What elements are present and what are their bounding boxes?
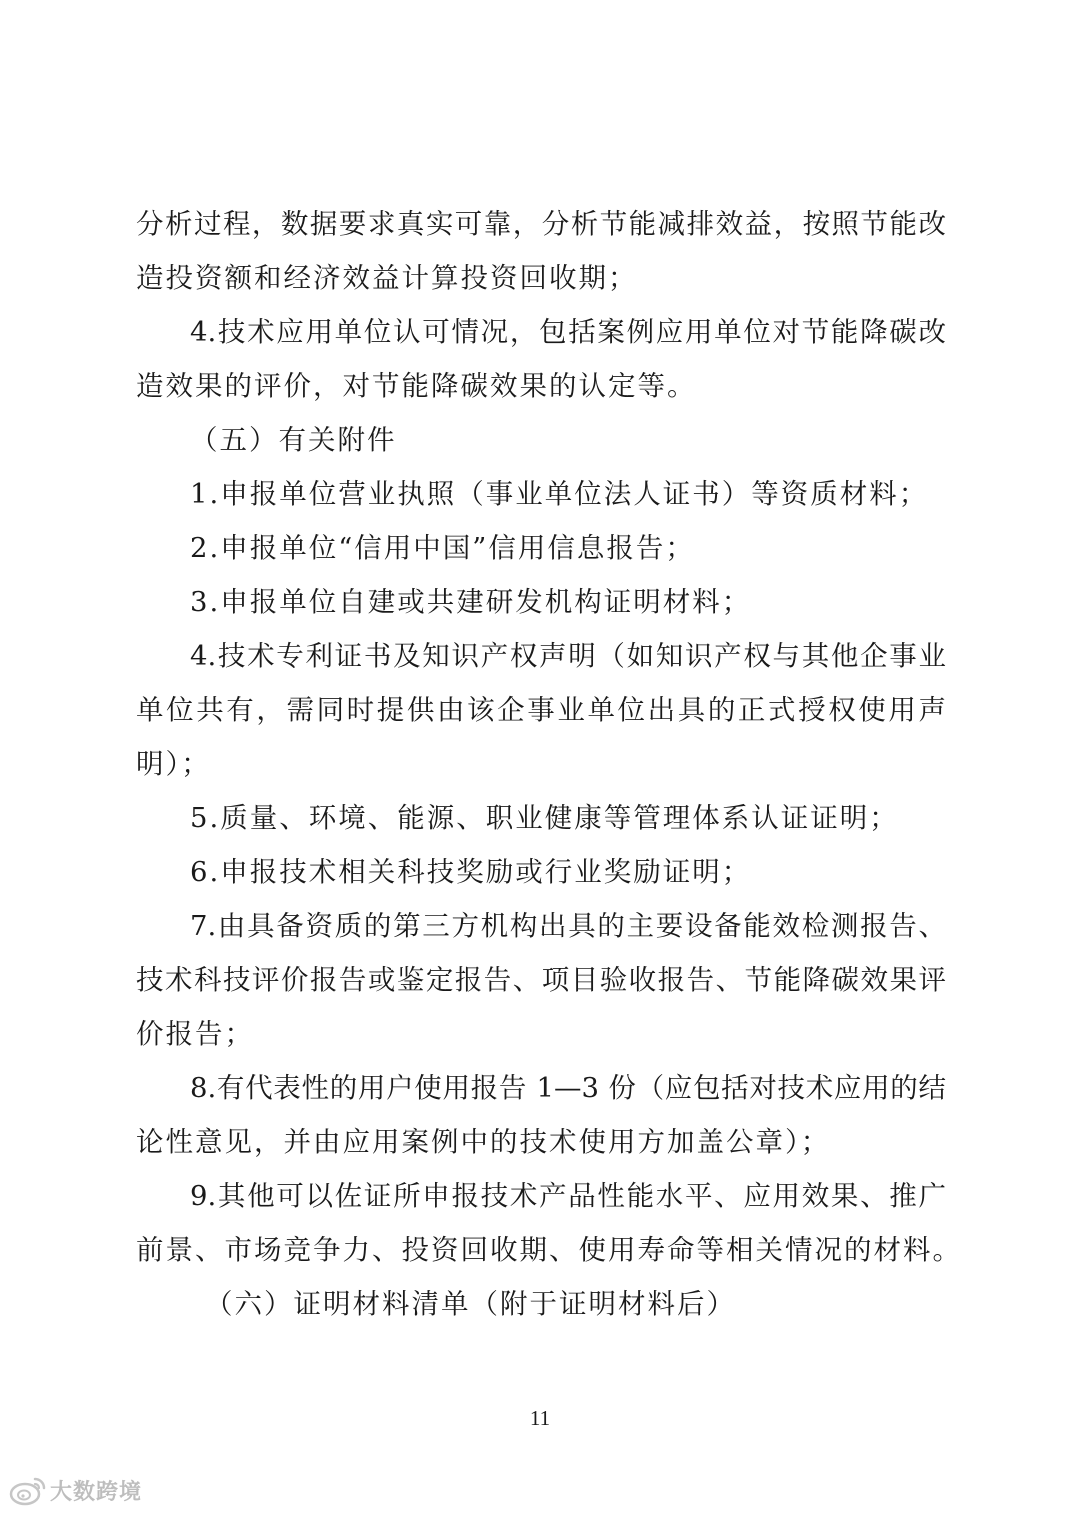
section-heading-6: （六）证明材料清单（附于证明材料后） xyxy=(205,1288,736,1320)
watermark-text: 大数跨境 xyxy=(50,1479,143,1505)
attachment-item-1: 1.申报单位营业执照（事业单位法人证书）等资质材料； xyxy=(190,478,929,510)
attachment-item-7-line-3: 价报告； xyxy=(136,1018,254,1050)
attachment-item-5: 5.质量、环境、能源、职业健康等管理体系认证证明； xyxy=(190,802,899,834)
page-number: 11 xyxy=(529,1406,551,1430)
attachment-item-7-line-1: 7.由具备资质的第三方机构出具的主要设备能效检测报告、 xyxy=(190,910,946,942)
section-heading-5: （五）有关附件 xyxy=(190,424,397,456)
attachment-item-7-line-2: 技术科技评价报告或鉴定报告、项目验收报告、节能降碳效果评 xyxy=(136,964,946,996)
attachment-item-9-line-1: 9.其他可以佐证所申报技术产品性能水平、应用效果、推广 xyxy=(190,1180,946,1212)
attachment-item-4-line-3: 明）； xyxy=(136,748,211,780)
attachment-item-6: 6.申报技术相关科技奖励或行业奖励证明； xyxy=(190,856,752,888)
body-line-3: 4.技术应用单位认可情况，包括案例应用单位对节能降碳改 xyxy=(190,316,946,348)
attachment-item-8-line-2: 论性意见，并由应用案例中的技术使用方加盖公章）； xyxy=(136,1126,831,1158)
attachment-item-2: 2.申报单位“信用中国”信用信息报告； xyxy=(190,532,695,564)
attachment-item-8-line-1: 8.有代表性的用户使用报告 1—3 份（应包括对技术应用的结 xyxy=(190,1072,946,1104)
attachment-item-9-line-2: 前景、市场竞争力、投资回收期、使用寿命等相关情况的材料。 xyxy=(136,1234,962,1266)
watermark xyxy=(8,1470,142,1510)
attachment-item-4-line-2: 单位共有，需同时提供由该企事业单位出具的正式授权使用声 xyxy=(136,694,946,726)
body-line-1: 分析过程，数据要求真实可靠，分析节能减排效益，按照节能改 xyxy=(136,208,946,240)
body-line-4: 造效果的评价，对节能降碳效果的认定等。 xyxy=(136,370,697,402)
body-line-2: 造投资额和经济效益计算投资回收期； xyxy=(136,262,638,294)
attachment-item-4-line-1: 4.技术专利证书及知识产权声明（如知识产权与其他企事业 xyxy=(190,640,946,672)
attachment-item-3: 3.申报单位自建或共建研发机构证明材料； xyxy=(190,586,752,618)
weibo-logo-icon xyxy=(8,1470,48,1510)
